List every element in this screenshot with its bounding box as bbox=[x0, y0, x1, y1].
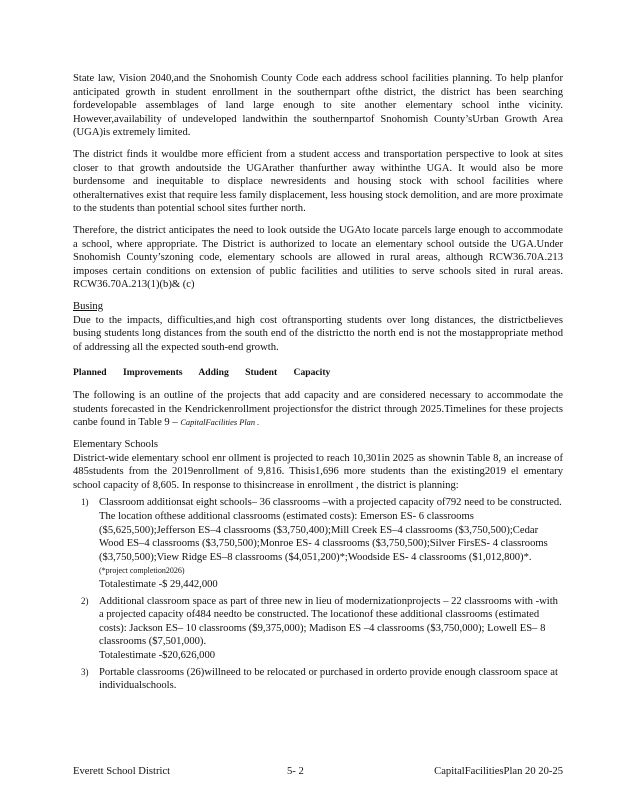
list-item-text: Classroom additionsat eight schools– 36 classrooms –with a projected capacity of792 need to be constructed. The location ofthese additional classrooms (estimated costs): Emerson ES- 6 classrooms ($5,625,500);Jefferson ES–4 classrooms ($3,750,400);Mill Creek ES–4 classrooms ($3,750,500);Cedar Wood ES–4 classrooms ($3,750,500);Monroe ES- 4 classrooms ($3,750,500);Silver FirsES- 4 classrooms ($3,750,500);View Ridge ES–8 classrooms ($4,051,200)*;Woodside ES- 4 classrooms ($1,012,800)*. bbox=[99, 497, 562, 563]
list-item-text: Portable classrooms (26)willneed to be relocated or purchased in orderto provide enough classroom space at individualschools. bbox=[99, 666, 558, 692]
list-item bbox=[73, 496, 563, 591]
busing-paragraph: Due to the impacts, difficulties,and high cost oftransporting students over long distances, the districtbelieves busing students long distances from the south end of the districtto the north end is not the mostappropriate method of addressing all the expected south-end growth. bbox=[73, 314, 563, 353]
total-estimate: Totalestimate -$ 29,442,000 bbox=[99, 579, 218, 590]
list-number: 2) bbox=[81, 595, 89, 606]
list-item bbox=[73, 666, 563, 693]
planned-improvements-heading: Planned Improvements Adding Student Capacity bbox=[73, 367, 331, 379]
total-estimate: Totalestimate -$20,626,000 bbox=[99, 649, 216, 661]
busing-heading: Busing bbox=[73, 300, 104, 312]
footer-document-title: CapitalFacilitiesPlan 20 20-25 bbox=[434, 766, 563, 777]
elementary-schools-heading: Elementary Schools bbox=[73, 439, 159, 451]
planned-intro-text: The following is an outline of the projects that add capacity and are considered necessary to accommodate the students forecasted in the Kendrickenrollment projectionsfor the district through 2025.Timelines for these projects canbe found in Table 9 – bbox=[73, 390, 563, 429]
project-completion-note: (*project completion2026) bbox=[99, 566, 185, 576]
list-number: 1) bbox=[81, 497, 89, 508]
paragraph-outside-uga: Therefore, the district anticipates the need to look outside the UGAto locate parcels large enough to accommodate a school, where appropriate. The District is authorized to locate an elementary school outside the UGA.Under Snohomish County’szoning code, elementary schools are allowed in rural areas, although RCW36.70A.213 imposes certain conditions on extension of public facilities and utilities to serve schools sited in rural areas. RCW36.70A.213(1)(b)& (c) bbox=[73, 224, 563, 291]
paragraph-school-planning: State law, Vision 2040,and the Snohomish County Code each address school facilities planning. To help planfor anticipated growth in student enrollment in the southernpart ofthe district, the district has been searching fordevelopable assemblages of land large enough to site another elementary school inthe vicinity. However,availability of undeveloped landwithin the southernpartof Snohomish County’sUrban Growth Area (UGA)is extremely limited. bbox=[73, 73, 563, 139]
list-item-text: Additional classroom space as part of three new in lieu of modernizationprojects – 22 classrooms with -with a projected capacity of484 needto be constructed. The locationof these additional classrooms (estimated costs): Jackson ES– 10 classrooms ($9,375,000); Madison ES –4 classrooms ($3,750,000); Lowell ES– 8 classrooms ($7,501,000). bbox=[99, 595, 558, 648]
planned-intro-paragraph bbox=[73, 389, 563, 430]
project-list bbox=[73, 496, 563, 692]
paragraph-efficiency: The district finds it wouldbe more efficient from a student access and transportation perspective to look at sites closer to that growth andoutside the UGArather thanfurther away withinthe UGA. It would also be more burdensome and inequitable to displace newresidents and housing stock with school facilities where otheralternatives exist that require less family displacement, less housing stock demolition, and are more proximate to the students than potential school sites further north. bbox=[73, 148, 563, 215]
capital-facilities-plan-ref: CapitalFacilities Plan . bbox=[180, 418, 260, 428]
list-item bbox=[73, 595, 563, 663]
footer-page-number: 5- 2 bbox=[287, 766, 304, 777]
footer-district-name: Everett School District bbox=[73, 766, 171, 777]
document-page bbox=[73, 72, 563, 696]
elementary-paragraph: District-wide elementary school enr ollment is projected to reach 10,301in 2025 as shownin Table 8, an increase of 485students from the 2019enrollment of 9,816. Thisis1,696 more students than the existing2019 el ementary school capacity of 8,605. In response to thisincrease in enrollment , the district is planning: bbox=[73, 452, 563, 491]
list-number: 3) bbox=[81, 666, 89, 677]
